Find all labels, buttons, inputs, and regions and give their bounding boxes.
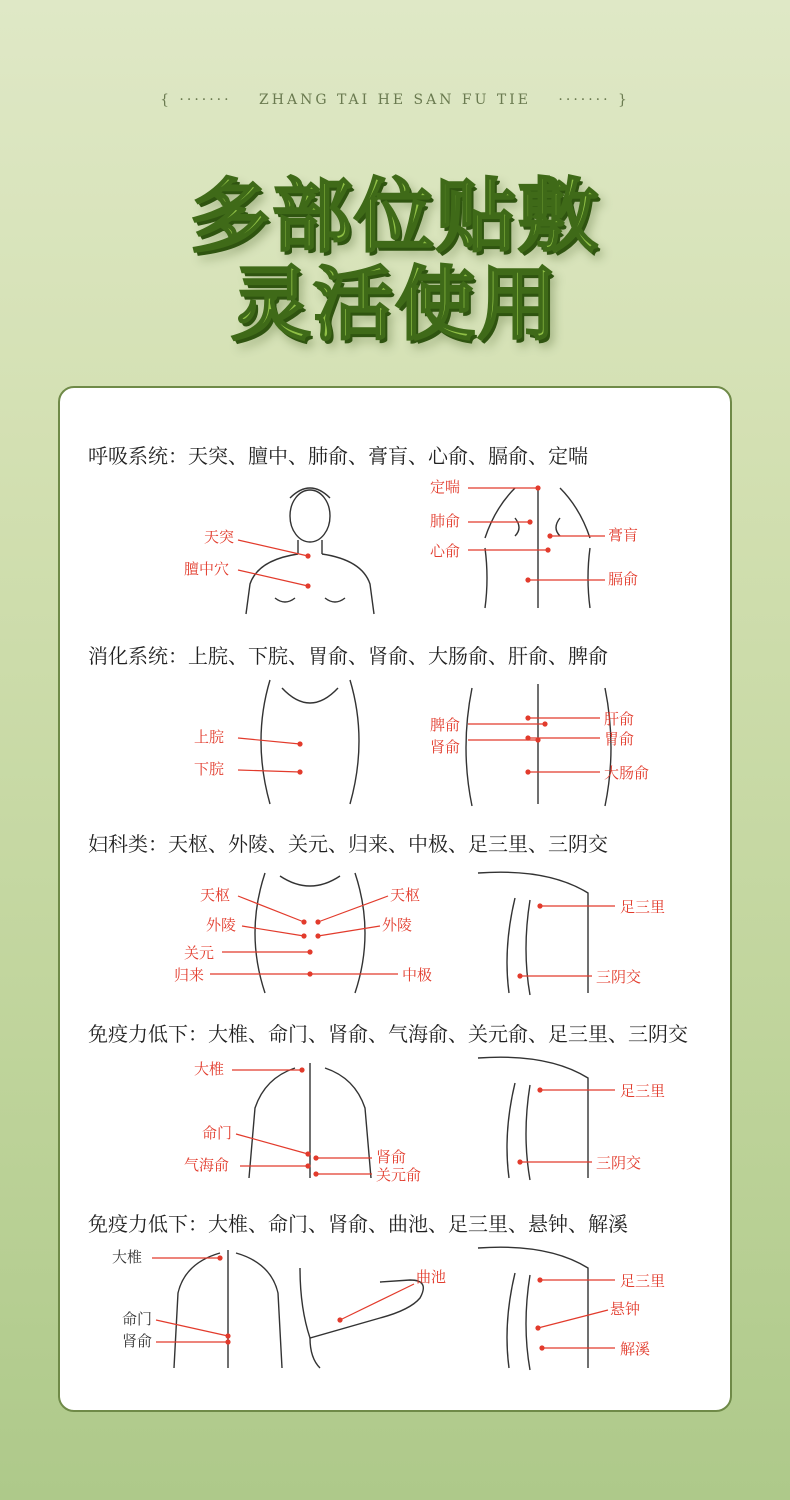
section-title-respiratory: 呼吸系统：天突、膻中、肺俞、膏肓、心俞、膈俞、定喘 (88, 444, 588, 468)
label-tianshu-right: 天枢 (390, 886, 421, 904)
label-dachangshu: 大肠俞 (604, 764, 650, 782)
label-zusanli-1: 足三里 (620, 898, 666, 916)
label-guilai: 归来 (174, 966, 205, 984)
label-quchi: 曲池 (416, 1268, 447, 1286)
label-guanyuanshu: 关元俞 (376, 1166, 422, 1184)
label-dazhui-1: 大椎 (194, 1060, 225, 1078)
label-gaohuang: 膏肓 (608, 526, 639, 544)
label-weishu: 胃俞 (604, 730, 635, 748)
label-zusanli-2: 足三里 (620, 1082, 666, 1100)
brand-tagline (0, 92, 790, 108)
label-tiantu: 天突 (204, 528, 235, 546)
label-shenshu-1: 肾俞 (376, 1148, 407, 1166)
label-mingmen-2: 命门 (122, 1310, 153, 1328)
label-xiawan: 下脘 (194, 760, 225, 778)
label-shangwan: 上脘 (194, 728, 225, 746)
section-title-immunity-2: 免疫力低下：大椎、命门、肾俞、曲池、足三里、悬钟、解溪 (88, 1212, 628, 1236)
label-dazhui-2: 大椎 (112, 1248, 143, 1266)
tagline-left-ornament: { ······· (160, 92, 232, 108)
label-sanyinjiao-1: 三阴交 (596, 968, 642, 986)
acupoint-diagrams (60, 388, 734, 1414)
label-wailing-right: 外陵 (382, 916, 413, 934)
label-wailing-left: 外陵 (206, 916, 237, 934)
section-title-gynecology: 妇科类：天枢、外陵、关元、归来、中极、足三里、三阴交 (88, 832, 608, 856)
label-pishu: 脾俞 (430, 716, 461, 734)
headline-line-1: 多部位贴敷 (190, 170, 600, 263)
section-title-digestive: 消化系统：上脘、下脘、胃俞、肾俞、大肠俞、肝俞、脾俞 (88, 644, 608, 668)
label-guanyuan: 关元 (184, 944, 215, 962)
label-qihaishu: 气海俞 (184, 1156, 230, 1174)
label-zusanli-3: 足三里 (620, 1272, 666, 1290)
label-dingchuan: 定喘 (430, 478, 461, 496)
label-jiexi: 解溪 (620, 1340, 651, 1358)
label-zhongji: 中极 (402, 966, 433, 984)
label-shenshu: 肾俞 (430, 738, 461, 756)
label-xuanzhong: 悬钟 (610, 1300, 641, 1318)
tagline-right-ornament: ······· } (558, 92, 630, 108)
tagline-text: ZHANG TAI HE SAN FU TIE (259, 92, 531, 108)
headline-line-2: 灵活使用 (231, 258, 559, 351)
label-shenshu-2: 肾俞 (122, 1332, 153, 1350)
label-sanyinjiao-2: 三阴交 (596, 1154, 642, 1172)
label-tianshu-left: 天枢 (200, 886, 231, 904)
section-title-immunity-1: 免疫力低下：大椎、命门、肾俞、气海俞、关元俞、足三里、三阴交 (88, 1022, 688, 1046)
acupoint-card (58, 386, 732, 1412)
label-geshu: 膈俞 (608, 570, 639, 588)
label-xinshu: 心俞 (430, 542, 461, 560)
label-mingmen-1: 命门 (202, 1124, 233, 1142)
label-ganshu: 肝俞 (604, 710, 635, 728)
label-feishu: 肺俞 (430, 512, 461, 530)
label-danzhong: 膻中穴 (184, 560, 230, 578)
